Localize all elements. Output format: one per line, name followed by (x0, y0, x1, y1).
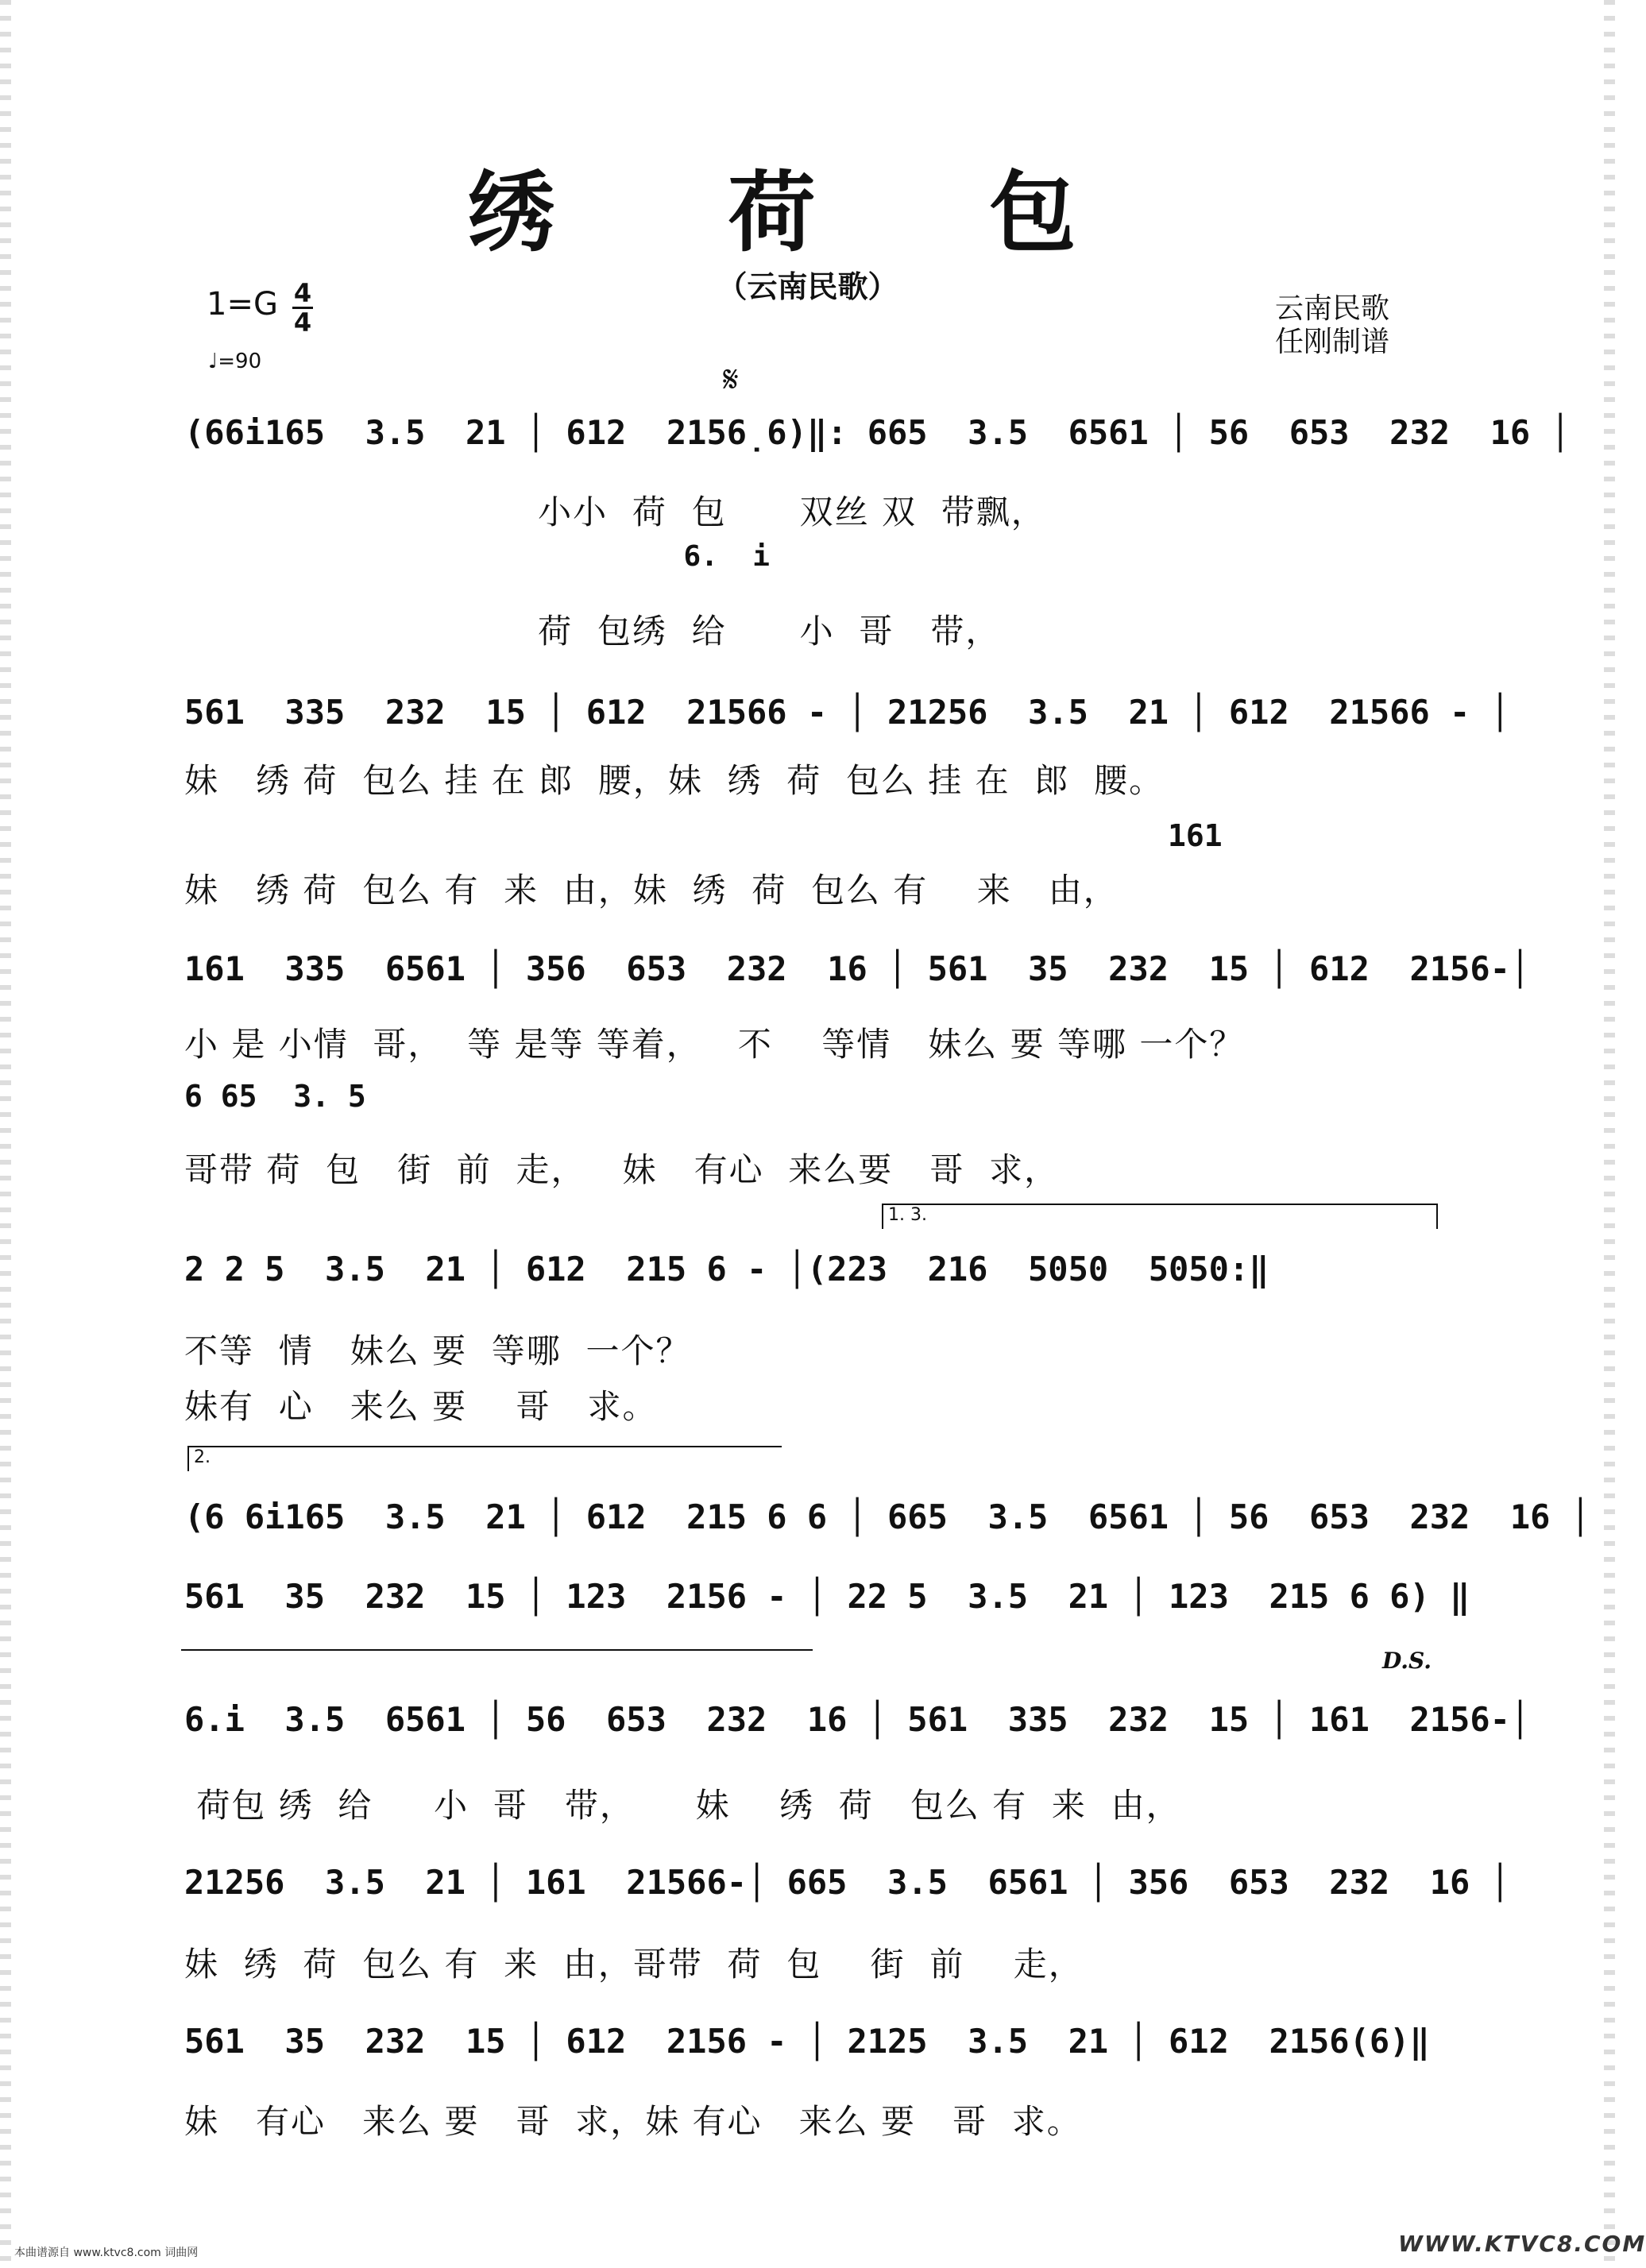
lyric-line-1b: 荷 包绣 给 小 哥 带， (184, 612, 1001, 651)
lyric-line-1a: 小小 荷 包 双丝 双 带飘， (184, 493, 1046, 531)
lyric-line-3a: 小 是 小情 哥， 等 是等 等着， 不 等情 妹么 要 等哪 一个？ (184, 1025, 1245, 1064)
footer-source-text: 本曲谱源自 www.ktvc8.com 词曲网 (14, 2247, 199, 2259)
lyric-line-3b: 哥带 荷 包 街 前 走， 妹 有心 来么要 哥 求， (184, 1150, 1060, 1189)
credit-origin: 云南民歌 (1275, 292, 1390, 325)
tempo-marking: ♩=90 (208, 350, 262, 373)
volta-label-2: 2. (194, 1447, 211, 1467)
volta-bracket-1-3 (882, 1204, 1438, 1229)
segno-sign: 𝄋 (723, 357, 739, 400)
meter-top: 4 (293, 278, 312, 308)
lyric-line-4b: 妹有 心 来么 要 哥 求。 (184, 1387, 658, 1426)
notation-line-6: 561 35 232 15 │ 123 2156 - │ 22 5 3.5 21 │ 123 215 6 6) ‖ (184, 1577, 1470, 1616)
notation-line-4: 2 2 5 3.5 21 │ 612 215 6 - │(223 216 5050 5050:‖ (184, 1250, 1269, 1289)
footer-site-logo: WWW.KTVC8.COM (1398, 2231, 1646, 2257)
song-title: 绣 荷 包 (467, 161, 1148, 264)
key-signature: 1=G (207, 286, 278, 323)
song-subtitle: （云南民歌） (717, 269, 898, 304)
lyric-line-9: 妹 有心 来么 要 哥 求，妹 有心 来么 要 哥 求。 (184, 2102, 1082, 2141)
lyric-line-4a: 不等 情 妹么 要 等哪 一个？ (184, 1331, 691, 1370)
notation-line-8: 21256 3.5 21 │ 161 21566-│ 665 3.5 6561 │ 356 653 232 16 │ (184, 1863, 1510, 1902)
right-edge-watermark-strip (1604, 0, 1615, 2268)
lyric-line-7: 荷包 绣 给 小 哥 带， 妹 绣 荷 包么 有 来 由， (184, 1786, 1181, 1825)
notation-line-1: (66i165 3.5 21 │ 612 2156̣6)‖: 665 3.5 6561 │ 56 653 232 16 │ (184, 413, 1571, 452)
volta-bracket-2 (187, 1446, 782, 1471)
credit-arranger: 任刚制谱 (1275, 326, 1390, 358)
ossia-notes-2: 161 (1168, 818, 1223, 853)
bracket-line-system-7 (181, 1649, 813, 1651)
lyric-line-8: 妹 绣 荷 包么 有 来 由，哥带 荷 包 街 前 走， (184, 1945, 1084, 1984)
grace-notes-1: 6. i (184, 540, 770, 573)
volta-label-1-3: 1. 3. (888, 1205, 927, 1225)
notation-line-5: (6 6i165 3.5 21 │ 612 215 6 6 │ 665 3.5 6561 │ 56 653 232 16 │ (184, 1497, 1591, 1536)
time-signature (292, 280, 313, 336)
notation-line-7: 6.i 3.5 6561 │ 56 653 232 16 │ 561 335 232 15 │ 161 2156-│ (184, 1700, 1531, 1739)
ossia-notes-3: 6 65 3. 5 (184, 1079, 366, 1114)
ds-marking: D.S. (1382, 1648, 1432, 1674)
lyric-line-2a: 妹 绣 荷 包么 挂 在 郎 腰，妹 绣 荷 包么 挂 在 郎 腰。 (184, 761, 1165, 800)
notation-line-9: 561 35 232 15 │ 612 2156 - │ 2125 3.5 21 │ 612 2156(6)‖ (184, 2022, 1430, 2061)
meter-bottom: 4 (293, 307, 312, 338)
credits (1275, 292, 1389, 359)
left-edge-watermark-strip (0, 0, 11, 2268)
notation-line-3: 161 335 6561 │ 356 653 232 16 │ 561 35 232 15 │ 612 2156-│ (184, 949, 1531, 988)
notation-line-2: 561 335 232 15 │ 612 21566 - │ 21256 3.5 21 │ 612 21566 - │ (184, 693, 1510, 732)
lyric-line-2b: 妹 绣 荷 包么 有 来 由，妹 绣 荷 包么 有 来 由， (184, 871, 1119, 910)
